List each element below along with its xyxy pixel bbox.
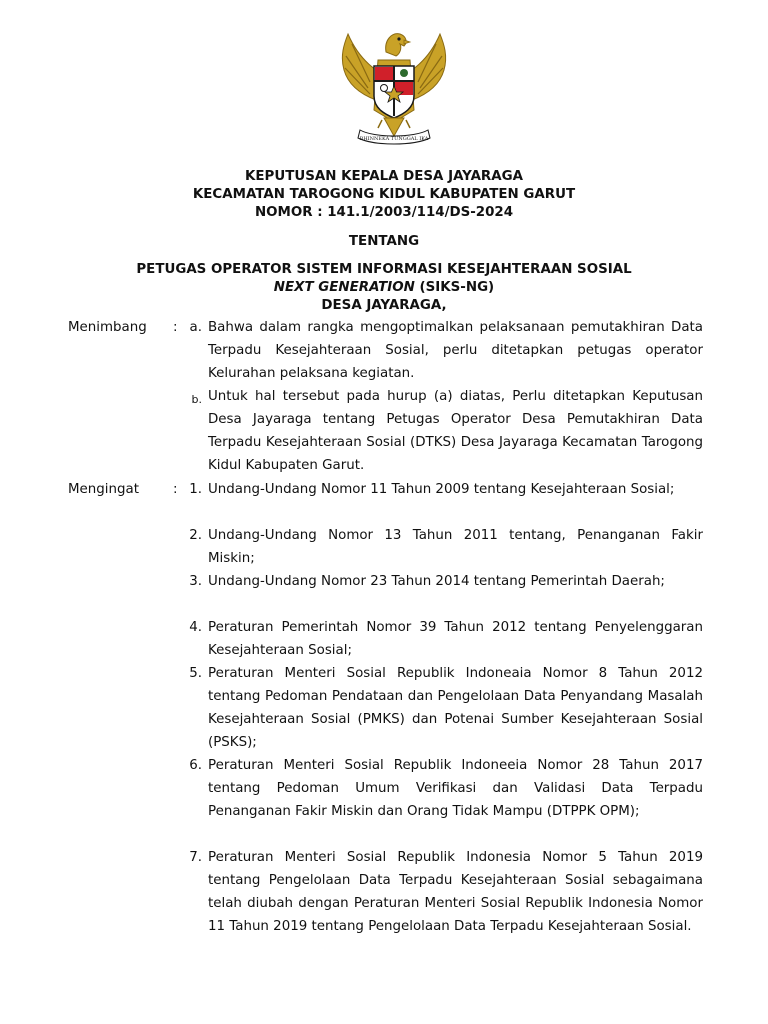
mengingat-item-7 [208,847,703,939]
title-line-1: KEPUTUSAN KEPALA DESA JAYARAGA [245,169,523,184]
mengingat-item-4 [208,617,703,663]
menimbang-marker-b: b. [191,393,202,406]
mengingat-item-2 [208,525,703,571]
emblem-motto: BHINNEKA TUNGGAL IKA [359,136,429,142]
mengingat-marker-2: 2. [189,528,202,543]
mengingat-item-3 [208,571,703,594]
menimbang-label: Menimbang [68,320,147,335]
mengingat-marker-6: 6. [189,758,202,773]
menimbang-marker-a: a. [189,320,202,335]
mengingat-colon: : [173,482,178,497]
menimbang-item-b [208,386,703,478]
mengingat-item-5 [208,663,703,755]
menimbang-text-b: Untuk hal tersebut pada hurup (a) diatas, Perlu ditetapkan Keputusan Desa Jayaraga tentang Petugas Operator Desa Pemutakhiran Data Terpadu Kesejahteraan Sosial (DTKS) Desa Jayaraga Kecamatan Tarogong Kidul Kabupaten Garut. [208,389,703,473]
document-title [0,168,768,222]
mengingat-text-7: Peraturan Menteri Sosial Republik Indonesia Nomor 5 Tahun 2019 tentang Pengelolaan Data Terpadu Kesejahteraan Sosial sebagaimana telah diubah dengan Peraturan Menteri Sosial Republik Indonesia Nomor 11 Tahun 2019 tentang Pengelolaan Data Terpadu Kesejahteraan Sosial. [208,850,703,934]
mengingat-marker-3: 3. [189,574,202,589]
document-subject [0,261,768,315]
mengingat-text-5: Peraturan Menteri Sosial Republik Indoneaia Nomor 8 Tahun 2012 tentang Pedoman Pendataan dan Pengelolaan Data Penyandang Masalah Kesejahteraan Sosial (PMKS) dan Potenai Sumber Kesejahteraan Sosial (PSKS); [208,666,703,750]
mengingat-text-6: Peraturan Menteri Sosial Republik Indoneeia Nomor 28 Tahun 2017 tentang Pedoman Umum Verifikasi dan Validasi Data Terpadu Penanganan Fakir Miskin dan Orang Tidak Mampu (DTPPK OPM); [208,758,703,819]
mengingat-item-6 [208,755,703,824]
subject-rest: (SIKS-NG) [414,280,495,295]
mengingat-item-1 [208,479,703,502]
mengingat-marker-7: 7. [189,850,202,865]
garuda-emblem-icon [330,22,458,150]
mengingat-marker-5: 5. [189,666,202,681]
subject-line-2 [0,279,768,297]
subject-line-1: PETUGAS OPERATOR SISTEM INFORMASI KESEJAHTERAAN SOSIAL [136,262,632,277]
title-line-2: KECAMATAN TAROGONG KIDUL KABUPATEN GARUT [192,187,576,202]
menimbang-colon: : [173,320,178,335]
mengingat-text-3: Undang-Undang Nomor 23 Tahun 2014 tentang Pemerintah Daerah; [208,574,665,589]
mengingat-text-4: Peraturan Pemerintah Nomor 39 Tahun 2012 tentang Penyelenggaran Kesejahteraan Sosial; [208,620,703,658]
tentang-heading: TENTANG [348,234,420,249]
subject-italic: NEXT GENERATION [273,280,415,295]
menimbang-item-a [208,317,703,386]
mengingat-marker-4: 4. [189,620,202,635]
menimbang-text-a: Bahwa dalam rangka mengoptimalkan pelaksanaan pemutakhiran Data Terpadu Kesejahteraan Sosial, perlu ditetapkan petugas operator Kelurahan pelaksana kegiatan. [208,320,703,381]
mengingat-label: Mengingat [68,482,139,497]
mengingat-text-1: Undang-Undang Nomor 11 Tahun 2009 tentang Kesejahteraan Sosial; [208,482,675,497]
mengingat-marker-1: 1. [189,482,202,497]
document-number: NOMOR : 141.1/2003/114/DS-2024 [254,205,514,220]
mengingat-text-2: Undang-Undang Nomor 13 Tahun 2011 tentang, Penanganan Fakir Miskin; [208,528,703,566]
subject-line-3: DESA JAYARAGA, [321,298,447,313]
